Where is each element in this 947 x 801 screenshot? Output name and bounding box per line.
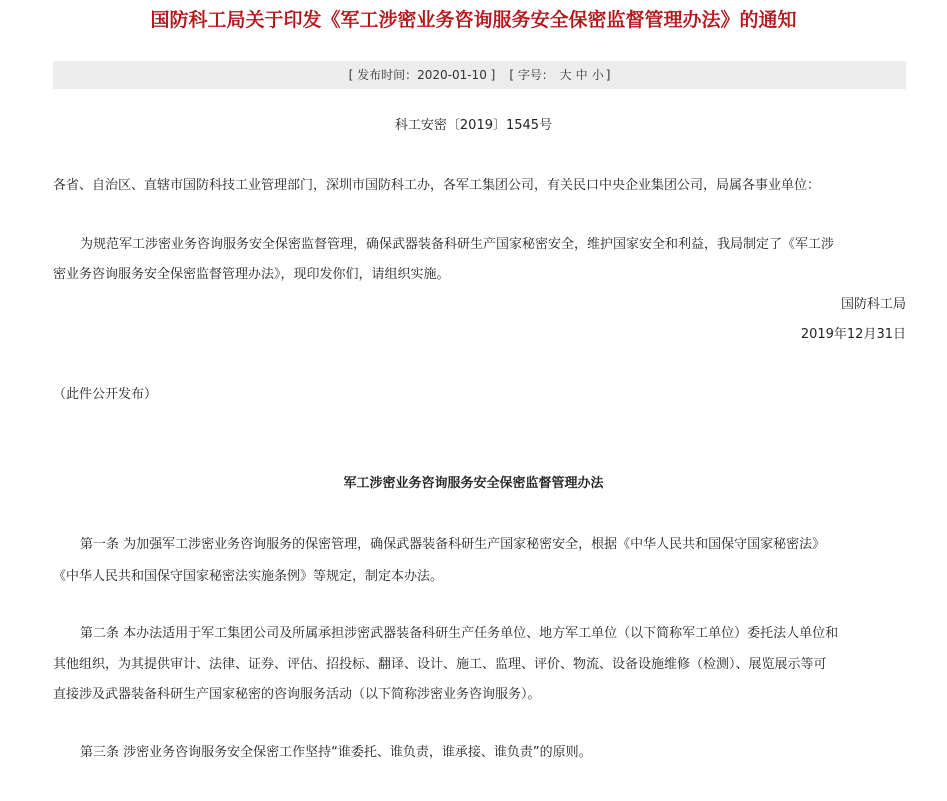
article-1-line-2: 《中华人民共和国保守国家秘密法实施条例》等规定，制定本办法。 <box>53 569 444 584</box>
notice-body-line-1: 为规范军工涉密业务咨询服务安全保密监督管理，确保武器装备科研生产国家秘密安全，维护国家安全和利益，我局制定了《军工涉 <box>80 237 835 252</box>
font-size-close: ] <box>605 68 611 82</box>
publish-date: [ 发布时间：2020-01-10 ] <box>348 68 496 82</box>
issue-date: 2019年12月31日 <box>800 327 906 342</box>
font-size-label: [ 字号： <box>509 68 554 82</box>
disclosure-note: （此件公开发布） <box>53 387 158 402</box>
recipients-line: 各省、自治区、直辖市国防科技工业管理部门，深圳市国防科工办，各军工集团公司，有关民口中央企业集团公司，局属各事业单位： <box>53 178 821 193</box>
article-2-line-1: 第二条 本办法适用于军工集团公司及所属承担涉密武器装备科研生产任务单位、地方军工单位（以下简称军工单位）委托法人单位和 <box>80 626 839 641</box>
issuer: 国防科工局 <box>840 297 906 312</box>
article-1-line-1: 第一条 为加强军工涉密业务咨询服务的保密管理，确保武器装备科研生产国家秘密安全，根据《中华人民共和国保守国家秘密法》 <box>80 537 826 552</box>
article-2-line-3: 直接涉及武器装备科研生产国家秘密的咨询服务活动（以下简称涉密业务咨询服务）。 <box>53 687 541 702</box>
notice-body-line-2: 密业务咨询服务安全保密监督管理办法》，现印发你们，请组织实施。 <box>53 267 450 282</box>
article-2-line-2: 其他组织，为其提供审计、法律、证券、评估、招投标、翻译、设计、施工、监理、评价、物流、设备设施维修（检测）、展览展示等可 <box>53 657 827 672</box>
notice-title: 国防科工局关于印发《军工涉密业务咨询服务安全保密监督管理办法》的通知 <box>150 9 797 31</box>
regulation-title: 军工涉密业务咨询服务安全保密监督管理办法 <box>343 476 604 491</box>
font-size-medium-link[interactable]: 中 <box>575 68 588 82</box>
article-3-line-1: 第三条 涉密业务咨询服务安全保密工作坚持“谁委托、谁负责，谁承接、谁负责”的原则。 <box>80 745 592 760</box>
meta-bar <box>53 61 906 89</box>
font-size-small-link[interactable]: 小 <box>591 68 604 82</box>
font-size-large-link[interactable]: 大 <box>559 68 572 82</box>
document-number: 科工安密〔2019〕1545号 <box>394 118 553 133</box>
